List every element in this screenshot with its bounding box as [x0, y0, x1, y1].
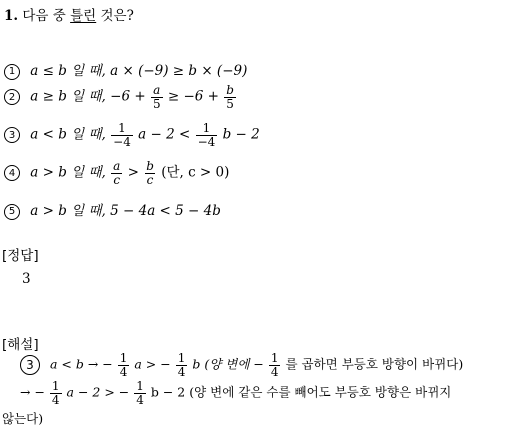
option-5	[4, 199, 221, 220]
option-marker: 3	[4, 127, 20, 143]
fraction: $\frac{1}{4}$	[136, 379, 144, 407]
option-text-pre: a < b 일 때,	[30, 126, 106, 143]
fraction: $\frac{1}{4}$	[119, 351, 128, 379]
option-marker: 5	[4, 204, 20, 220]
answer-value: 3	[22, 271, 31, 287]
option-text-post: (단, c > 0)	[161, 164, 230, 181]
question-stem-prefix: 다음 중	[22, 8, 66, 24]
explanation-line-3: 않는다)	[2, 411, 44, 426]
fraction: $\frac{b}{c}$	[146, 159, 154, 187]
option-text-mid: a − 2 <	[138, 126, 191, 143]
fraction: $\frac{1}{4}$	[51, 379, 60, 407]
option-text-pre: a ≥ b 일 때, −6 +	[30, 88, 146, 105]
fraction: $\frac{b}{5}$	[226, 83, 234, 111]
explanation-marker: 3	[20, 355, 40, 375]
option-1	[4, 59, 247, 80]
option-marker: 1	[4, 64, 20, 80]
question-stem-underlined: 틀린	[70, 8, 97, 24]
option-text: a ≤ b 일 때, a × (−9) ≥ b × (−9)	[30, 63, 248, 79]
fraction: $\frac{a}{5}$	[152, 83, 161, 111]
option-text: a > b 일 때, 5 − 4a < 5 − 4b	[30, 203, 221, 219]
fraction: $\frac{1}{-4}$	[197, 121, 216, 149]
option-text-mid: >	[127, 164, 139, 181]
question-header	[4, 4, 134, 24]
fraction: $\frac{1}{4}$	[177, 351, 186, 379]
fraction: $\frac{a}{c}$	[113, 159, 121, 187]
fraction: $\frac{1}{-4}$	[113, 121, 131, 149]
option-text-pre: a > b 일 때,	[30, 164, 106, 181]
option-2	[4, 84, 237, 110]
explanation-label: [해설]	[2, 337, 39, 353]
question-stem-suffix: 것은?	[100, 8, 134, 24]
option-3	[4, 122, 260, 148]
fraction: $\frac{1}{4}$	[270, 351, 279, 379]
option-marker: 4	[4, 165, 20, 181]
answer-label: [정답]	[2, 248, 39, 264]
option-marker: 2	[4, 89, 20, 105]
option-4	[4, 160, 229, 186]
explanation-line-1: 3 a < b → − $\frac{1}{4}$ a > − $\frac{1}{4}$ b (양 변에 − $\frac{1}{4}$ 를 곱하면 부등호 방향이 바뀌다)	[20, 352, 463, 378]
option-text-mid: ≥ −6 +	[167, 88, 219, 105]
explanation-line-2: → − $\frac{1}{4}$ a − 2 > − $\frac{1}{4}$ b − 2 (양 변에 같은 수를 빼어도 부등호 방향은 바뀌지	[20, 379, 452, 407]
question-number: 1.	[4, 8, 19, 24]
option-text-post: b − 2	[222, 126, 260, 143]
